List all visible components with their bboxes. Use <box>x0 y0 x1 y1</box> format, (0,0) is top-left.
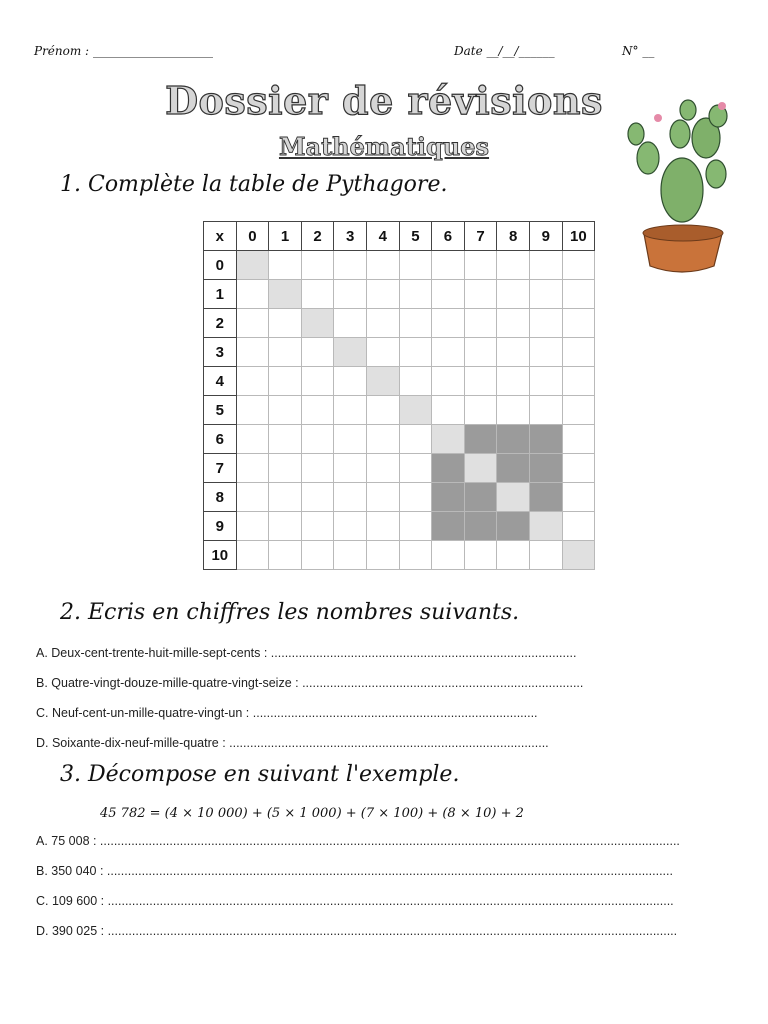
table-cell[interactable] <box>529 251 562 280</box>
table-cell[interactable] <box>562 541 595 570</box>
table-cell[interactable] <box>432 367 465 396</box>
table-cell[interactable] <box>497 367 530 396</box>
table-cell[interactable] <box>464 425 497 454</box>
row-header: 2 <box>204 309 237 338</box>
table-cell[interactable] <box>269 425 302 454</box>
row-header: 5 <box>204 396 237 425</box>
table-cell[interactable] <box>497 512 530 541</box>
row-header: 8 <box>204 483 237 512</box>
table-cell[interactable] <box>334 338 367 367</box>
table-row <box>204 512 595 541</box>
table-cell[interactable] <box>334 483 367 512</box>
table-cell[interactable] <box>464 512 497 541</box>
number-question-c[interactable]: C. Neuf-cent-un-mille-quatre-vingt-un : .................................................................................. <box>36 706 538 720</box>
table-cell[interactable] <box>366 512 399 541</box>
table-cell[interactable] <box>464 309 497 338</box>
table-row <box>204 280 595 309</box>
table-cell[interactable] <box>464 483 497 512</box>
table-cell[interactable] <box>269 251 302 280</box>
table-cell[interactable] <box>366 251 399 280</box>
table-cell[interactable] <box>562 280 595 309</box>
table-cell[interactable] <box>562 309 595 338</box>
table-cell[interactable] <box>497 309 530 338</box>
table-cell[interactable] <box>399 483 432 512</box>
table-cell[interactable] <box>334 251 367 280</box>
table-cell[interactable] <box>432 512 465 541</box>
table-cell[interactable] <box>334 512 367 541</box>
table-cell[interactable] <box>529 541 562 570</box>
table-cell[interactable] <box>269 541 302 570</box>
table-cell[interactable] <box>399 454 432 483</box>
table-cell[interactable] <box>301 338 334 367</box>
table-cell[interactable] <box>529 396 562 425</box>
table-cell[interactable] <box>269 454 302 483</box>
table-cell[interactable] <box>301 454 334 483</box>
decompose-question-c[interactable]: C. 109 600 : ................................................................................................................................................................... <box>36 894 674 908</box>
number-field[interactable]: N° __ <box>622 44 655 58</box>
table-cell[interactable] <box>399 541 432 570</box>
table-cell[interactable] <box>562 367 595 396</box>
decompose-question-d[interactable]: D. 390 025 : .................................................................................................................................................................... <box>36 924 678 938</box>
table-cell[interactable] <box>269 512 302 541</box>
date-field[interactable]: Date __/__/______ <box>454 44 555 58</box>
table-cell[interactable] <box>269 396 302 425</box>
table-cell[interactable] <box>301 396 334 425</box>
table-row <box>204 425 595 454</box>
table-row <box>204 396 595 425</box>
table-cell[interactable] <box>529 367 562 396</box>
table-cell[interactable] <box>399 280 432 309</box>
table-cell[interactable] <box>464 338 497 367</box>
pythagoras-table <box>203 221 595 570</box>
table-cell[interactable] <box>529 425 562 454</box>
table-cell[interactable] <box>366 541 399 570</box>
table-cell[interactable] <box>562 483 595 512</box>
table-cell[interactable] <box>236 396 269 425</box>
table-cell[interactable] <box>562 454 595 483</box>
table-cell[interactable] <box>236 512 269 541</box>
table-cell[interactable] <box>269 338 302 367</box>
table-cell[interactable] <box>399 512 432 541</box>
table-cell[interactable] <box>236 309 269 338</box>
table-cell[interactable] <box>562 396 595 425</box>
table-cell[interactable] <box>399 251 432 280</box>
number-question-d[interactable]: D. Soixante-dix-neuf-mille-quatre : ............................................................................................ <box>36 736 549 750</box>
table-header-row <box>204 222 595 251</box>
table-row <box>204 367 595 396</box>
table-cell[interactable] <box>529 454 562 483</box>
table-cell[interactable] <box>236 251 269 280</box>
table-cell[interactable] <box>366 367 399 396</box>
table-cell[interactable] <box>464 396 497 425</box>
table-row <box>204 541 595 570</box>
table-cell[interactable] <box>562 251 595 280</box>
table-cell[interactable] <box>497 251 530 280</box>
table-cell[interactable] <box>497 483 530 512</box>
table-cell[interactable] <box>432 454 465 483</box>
table-cell[interactable] <box>269 367 302 396</box>
table-cell[interactable] <box>432 309 465 338</box>
table-cell[interactable] <box>366 454 399 483</box>
table-cell[interactable] <box>497 425 530 454</box>
table-cell[interactable] <box>562 425 595 454</box>
column-header: 4 <box>366 222 399 251</box>
table-cell[interactable] <box>562 338 595 367</box>
column-header: 1 <box>269 222 302 251</box>
row-header: 4 <box>204 367 237 396</box>
table-cell[interactable] <box>236 454 269 483</box>
table-cell[interactable] <box>497 280 530 309</box>
table-cell[interactable] <box>366 425 399 454</box>
table-cell[interactable] <box>399 396 432 425</box>
cactus-illustration <box>622 94 740 280</box>
table-cell[interactable] <box>399 338 432 367</box>
table-row <box>204 309 595 338</box>
document-title: Dossier de révisions <box>165 78 603 123</box>
table-cell[interactable] <box>236 367 269 396</box>
table-cell[interactable] <box>432 280 465 309</box>
table-cell[interactable] <box>334 309 367 338</box>
table-row <box>204 338 595 367</box>
table-cell[interactable] <box>334 454 367 483</box>
table-cell[interactable] <box>301 367 334 396</box>
table-cell[interactable] <box>464 280 497 309</box>
table-cell[interactable] <box>562 512 595 541</box>
table-cell[interactable] <box>236 425 269 454</box>
row-header: 3 <box>204 338 237 367</box>
table-row <box>204 251 595 280</box>
table-cell[interactable] <box>497 454 530 483</box>
column-header: 10 <box>562 222 595 251</box>
table-cell[interactable] <box>269 280 302 309</box>
table-cell[interactable] <box>497 541 530 570</box>
column-header: 5 <box>399 222 432 251</box>
table-cell[interactable] <box>334 541 367 570</box>
row-header: 9 <box>204 512 237 541</box>
table-cell[interactable] <box>529 309 562 338</box>
table-cell[interactable] <box>529 338 562 367</box>
column-header: 8 <box>497 222 530 251</box>
column-header: 7 <box>464 222 497 251</box>
table-cell[interactable] <box>301 483 334 512</box>
table-cell[interactable] <box>464 367 497 396</box>
name-blank[interactable]: ____________________ <box>92 44 213 58</box>
decompose-question-a[interactable]: A. 75 008 : ....................................................................................................................................................................... <box>36 834 680 848</box>
table-cell[interactable] <box>334 396 367 425</box>
table-cell[interactable] <box>334 425 367 454</box>
table-cell[interactable] <box>432 541 465 570</box>
table-cell[interactable] <box>301 512 334 541</box>
table-cell[interactable] <box>334 367 367 396</box>
table-cell[interactable] <box>366 338 399 367</box>
document-subtitle: Mathématiques <box>278 132 490 161</box>
column-header: 2 <box>301 222 334 251</box>
table-cell[interactable] <box>432 338 465 367</box>
table-cell[interactable] <box>301 280 334 309</box>
table-cell[interactable] <box>399 309 432 338</box>
row-header: 6 <box>204 425 237 454</box>
table-cell[interactable] <box>236 338 269 367</box>
table-cell[interactable] <box>301 425 334 454</box>
table-row <box>204 454 595 483</box>
table-cell[interactable] <box>269 483 302 512</box>
name-field <box>34 44 213 58</box>
table-cell[interactable] <box>366 280 399 309</box>
table-cell[interactable] <box>301 251 334 280</box>
table-cell[interactable] <box>236 280 269 309</box>
table-cell[interactable] <box>464 454 497 483</box>
section2-title: 2. Ecris en chiffres les nombres suivants. <box>60 600 520 625</box>
table-cell[interactable] <box>464 541 497 570</box>
table-cell[interactable] <box>432 483 465 512</box>
row-header: 0 <box>204 251 237 280</box>
name-label: Prénom : <box>34 44 90 58</box>
table-cell[interactable] <box>432 425 465 454</box>
table-cell[interactable] <box>236 483 269 512</box>
section1-title: 1. Complète la table de Pythagore. <box>60 172 448 197</box>
table-cell[interactable] <box>301 541 334 570</box>
decompose-question-b[interactable]: B. 350 040 : ................................................................................................................................................................... <box>36 864 673 878</box>
table-cell[interactable] <box>529 483 562 512</box>
table-cell[interactable] <box>432 251 465 280</box>
table-cell[interactable] <box>432 396 465 425</box>
table-cell[interactable] <box>301 309 334 338</box>
table-cell[interactable] <box>399 367 432 396</box>
number-question-a[interactable]: A. Deux-cent-trente-huit-mille-sept-cents : ........................................................................................ <box>36 646 577 660</box>
table-cell[interactable] <box>236 541 269 570</box>
table-cell[interactable] <box>366 483 399 512</box>
table-cell[interactable] <box>529 280 562 309</box>
table-cell[interactable] <box>529 512 562 541</box>
row-header: 7 <box>204 454 237 483</box>
column-header: 6 <box>432 222 465 251</box>
table-cell[interactable] <box>269 309 302 338</box>
table-corner: x <box>204 222 237 251</box>
table-cell[interactable] <box>497 396 530 425</box>
table-cell[interactable] <box>366 396 399 425</box>
table-cell[interactable] <box>399 425 432 454</box>
table-cell[interactable] <box>366 309 399 338</box>
decomposition-example: 45 782 = (4 × 10 000) + (5 × 1 000) + (7 × 100) + (8 × 10) + 2 <box>100 806 524 821</box>
column-header: 3 <box>334 222 367 251</box>
column-header: 0 <box>236 222 269 251</box>
row-header: 10 <box>204 541 237 570</box>
column-header: 9 <box>529 222 562 251</box>
number-question-b[interactable]: B. Quatre-vingt-douze-mille-quatre-vingt-seize : ................................................................................. <box>36 676 584 690</box>
table-cell[interactable] <box>334 280 367 309</box>
table-cell[interactable] <box>497 338 530 367</box>
row-header: 1 <box>204 280 237 309</box>
table-row <box>204 483 595 512</box>
table-cell[interactable] <box>464 251 497 280</box>
section3-title: 3. Décompose en suivant l'exemple. <box>60 762 460 787</box>
